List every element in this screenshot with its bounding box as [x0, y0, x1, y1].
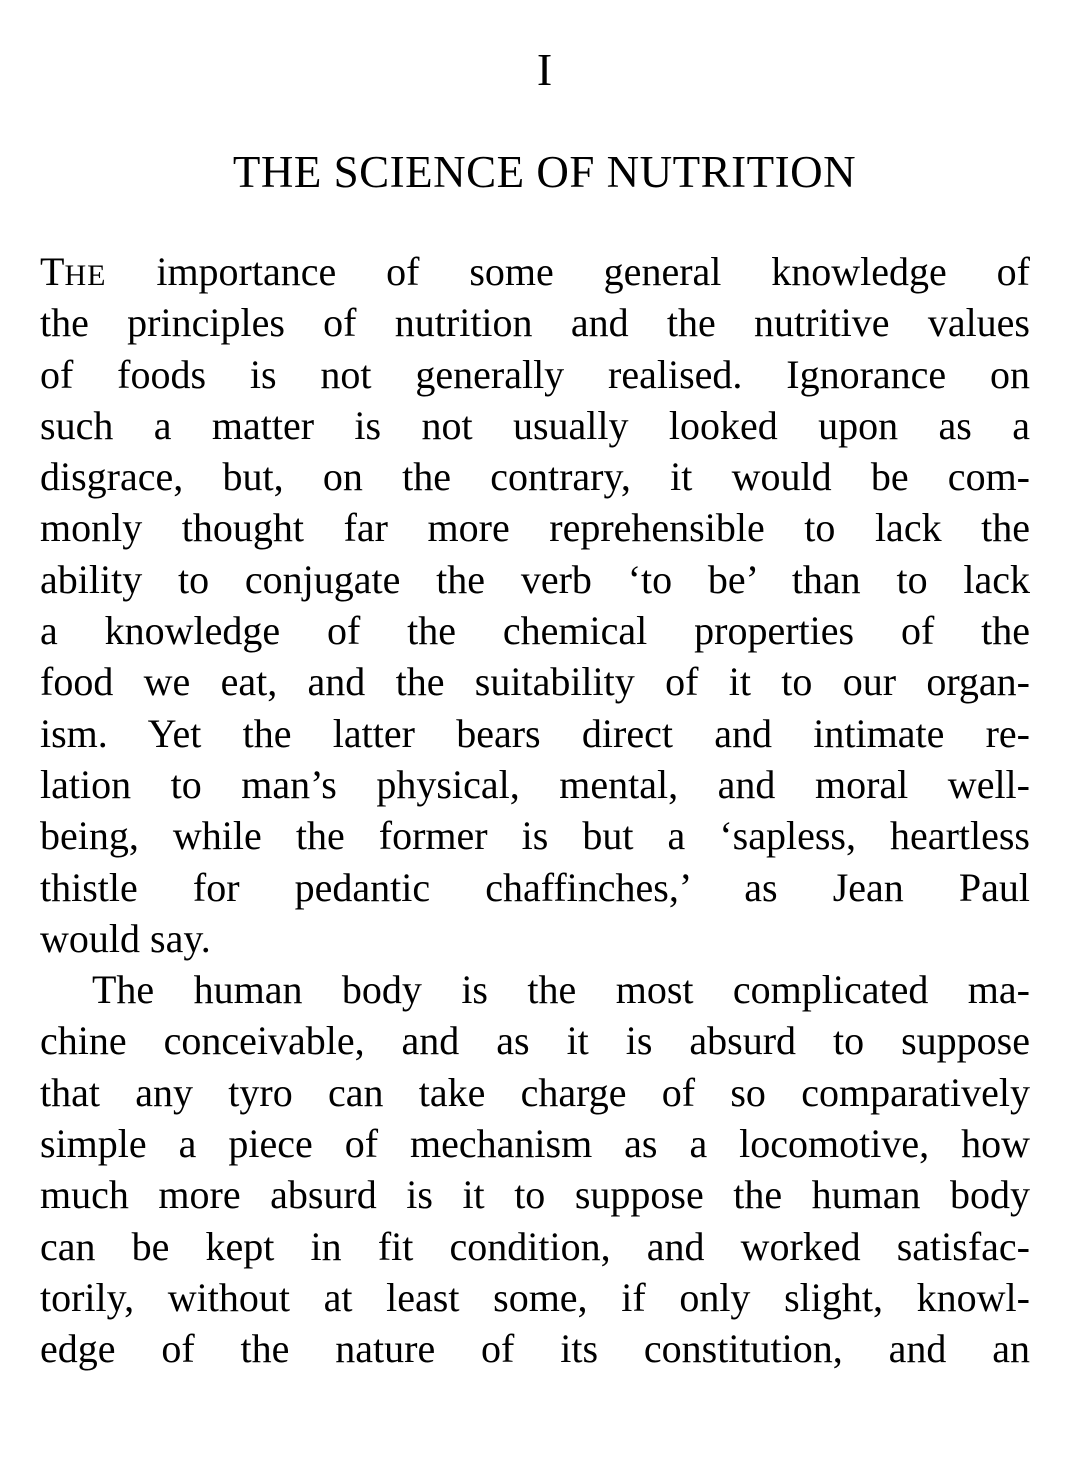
chapter-title: THE SCIENCE OF NUTRITION: [232, 147, 857, 197]
text-line: can be kept in fit condition, and worked satisfac-: [40, 1223, 1030, 1269]
text-line: that any tyro can take charge of so comparatively: [40, 1069, 1030, 1115]
text-line: of foods is not generally realised. Ignorance on: [40, 351, 1030, 397]
small-caps-text: HE: [64, 259, 107, 292]
text-line: chine conceivable, and as it is absurd to suppose: [40, 1018, 1030, 1064]
text-line: a knowledge of the chemical properties of the: [40, 608, 1030, 654]
text-line: The human body is the most complicated ma-: [92, 967, 1030, 1013]
text-line: THE importance of some general knowledge of: [40, 249, 1030, 294]
text-line: thistle for pedantic chaffinches,’ as Jean Paul: [40, 864, 1030, 910]
text-line: simple a piece of mechanism as a locomotive, how: [40, 1121, 1030, 1167]
text-line: being, while the former is but a ‘sapless, heartless: [40, 813, 1030, 859]
text-line: ism. Yet the latter bears direct and intimate re-: [40, 710, 1030, 756]
chapter-numeral: I: [536, 44, 553, 95]
paragraph-2: [40, 964, 1030, 1374]
text-line: edge of the nature of its constitution, and an: [40, 1326, 1030, 1372]
text-line: such a matter is not usually looked upon as a: [40, 402, 1030, 448]
text-line: food we eat, and the suitability of it to our organ-: [40, 659, 1030, 705]
text-line: lation to man’s physical, mental, and moral well-: [40, 761, 1030, 807]
text-line: disgrace, but, on the contrary, it would be com-: [40, 454, 1030, 500]
text-line: torily, without at least some, if only slight, knowl-: [40, 1274, 1030, 1320]
text-line: monly thought far more reprehensible to lack the: [40, 505, 1030, 551]
paragraph-1: [40, 246, 1030, 964]
text-line: much more absurd is it to suppose the human body: [40, 1172, 1030, 1218]
body-text: [40, 246, 1030, 1375]
text-line: would say.: [40, 915, 211, 961]
text-line: ability to conjugate the verb ‘to be’ than to lack: [40, 556, 1030, 602]
text-line: the principles of nutrition and the nutritive values: [40, 300, 1030, 346]
